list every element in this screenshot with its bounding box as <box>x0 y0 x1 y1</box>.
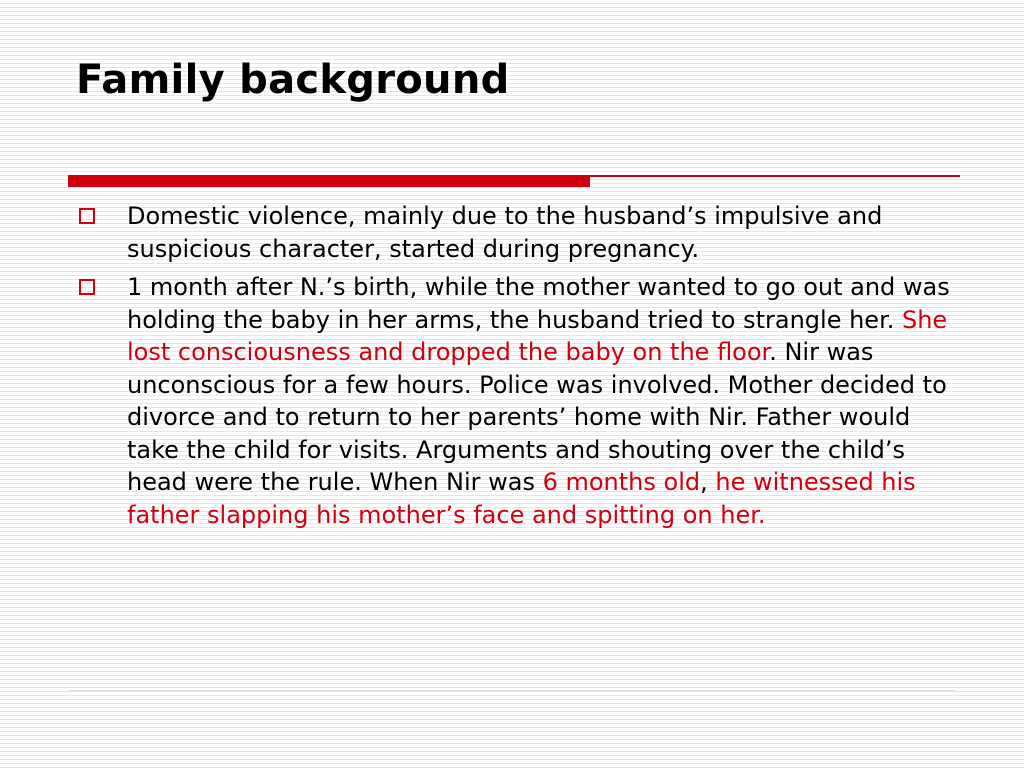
title-underline-thin <box>590 175 960 177</box>
footer-divider <box>68 690 956 691</box>
bullet-text-segment: . Nir was unconscious for a few hours. Police was involved. Mother decided to divorce and to return to her parents’ home with Nir. Father would take the child for visits. Arguments and shouting over the child’s head were the rule. When Nir was <box>127 338 947 496</box>
highlighted-text-segment: She lost consciousness and dropped the baby on the floor <box>127 305 948 366</box>
bullet-text-segment: Domestic violence, mainly due to the husband’s impulsive and suspicious character, started during pregnancy. <box>127 202 883 263</box>
highlighted-text-segment: he witnessed his father slapping his mother’s face and spitting on her. <box>127 468 916 529</box>
bullet-list <box>76 200 956 537</box>
title-underline-thick <box>68 175 590 187</box>
bullet-item <box>76 200 956 265</box>
bullet-text-segment: , <box>700 468 716 496</box>
bullet-text-segment: 1 month after N.’s birth, while the mother wanted to go out and was holding the baby in her arms, the husband tried to strangle her. <box>127 273 950 334</box>
hollow-square-bullet-icon <box>79 208 95 224</box>
bullet-text <box>127 273 950 529</box>
slide-title: Family background <box>76 57 510 103</box>
hollow-square-bullet-icon <box>79 279 95 295</box>
bullet-text <box>127 202 882 263</box>
highlighted-text-segment: 6 months old <box>542 468 701 496</box>
bullet-item <box>76 271 956 531</box>
